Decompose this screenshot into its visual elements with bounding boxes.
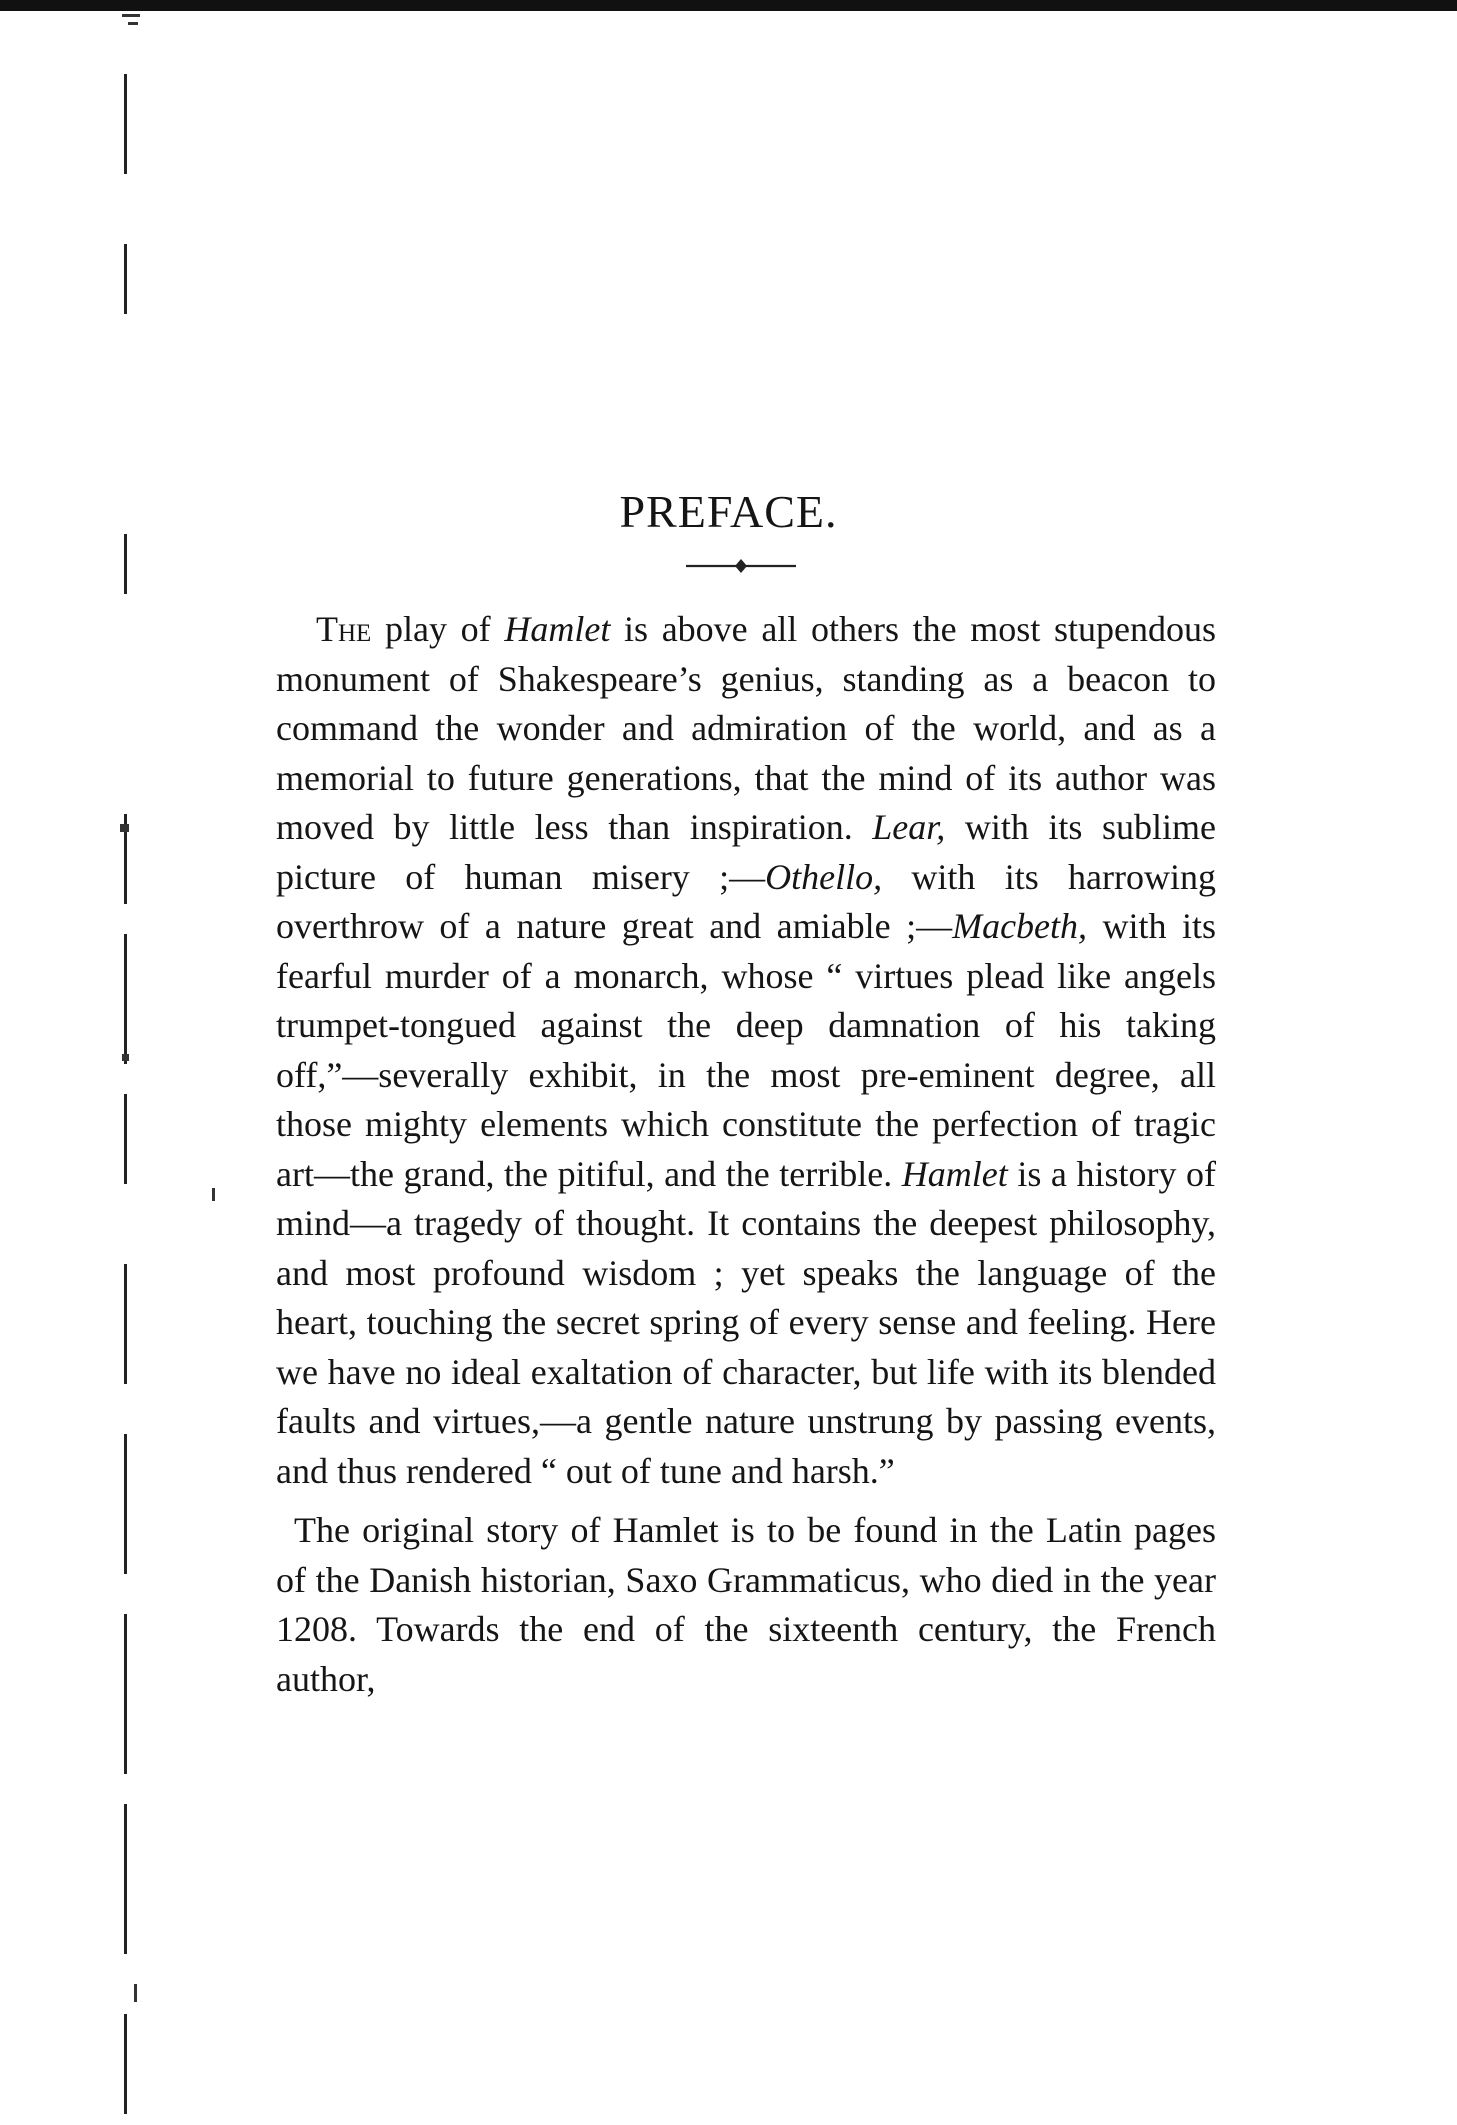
title-hamlet: Hamlet (901, 1153, 1008, 1194)
lead-word: The (316, 609, 372, 649)
binding-gutter-marks (118, 14, 148, 2125)
title-othello: Othello, (765, 856, 883, 897)
page-title: PREFACE. (619, 486, 838, 537)
paragraph-2: The original story of Hamlet is to be found in the Latin pages of the Danish historian, Saxo Grammaticus, who died in the year 1208. Towards the end of the sixteenth century, the French author, (276, 1510, 1216, 1699)
ornament-divider-icon (686, 556, 796, 576)
top-border-rule (0, 0, 1457, 11)
stray-mark (212, 1188, 215, 1201)
preface-body (276, 605, 1216, 1704)
paragraph-1: The play of Hamlet is above all others the most stupendous monument of Shakespeare’s genius, standing as a beacon to command the wonder and admiration of the world, and as a memorial to future generations, that the mind of its author was moved by little less than inspiration. Lear, with its sublime picture of human misery ;—Othello, with its harrowing overthrow of a nature great and amiable ;—Macbeth, with its fearful murder of a monarch, whose “ virtues plead like angels trumpet-tongued against the deep damnation of his taking off,”—severally exhibit, in the most pre-eminent degree, all those mighty elements which constitute the perfection of tragic art—the grand, the pitiful, and the terrible. Hamlet is a history of mind—a tragedy of thought. It contains the deepest philosophy, and most profound wisdom ; yet speaks the language of the heart, touching the secret spring of every sense and feeling. Here we have no ideal exaltation of character, but life with its blended faults and virtues,—a gentle nature unstrung by passing events, and thus rendered “ out of tune and harsh.” (276, 609, 1216, 1491)
title-macbeth: Macbeth, (952, 906, 1088, 946)
title-hamlet: Hamlet (504, 609, 611, 649)
title-lear: Lear, (872, 807, 946, 847)
